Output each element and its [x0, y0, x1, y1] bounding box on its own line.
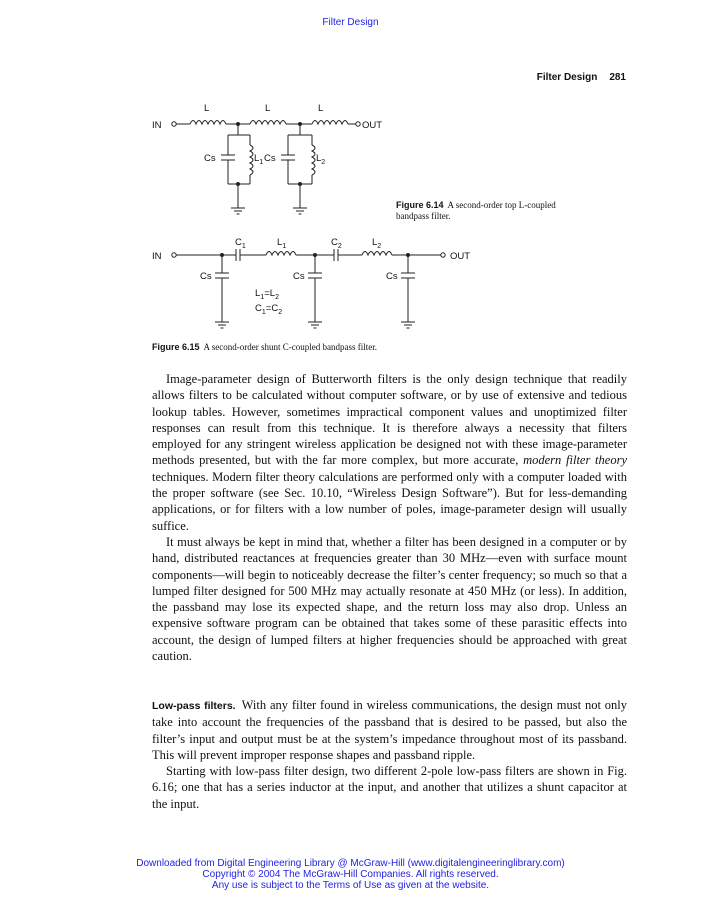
footer-line-3[interactable]: Any use is subject to the Terms of Use as given at the website.	[211, 880, 490, 891]
fig614-output-terminal	[356, 122, 360, 126]
fig615-series-inductor-1	[266, 252, 296, 256]
fig614-series-inductor-3	[312, 121, 348, 125]
figure-6-14-caption-text: A second-order top L-coupled bandpass filter.	[396, 200, 556, 221]
fig615-cs-label-3: Cs	[386, 271, 398, 282]
paragraph-2: It must always be kept in mind that, whether a filter has been designed in a computer or by hand, distributed reactances at frequencies greater than 30 MHz—even with surface mount components—will begin to noticeably decrease the filter’s center frequency; so much so that a lumped filter designed for 500 MHz may actually resonate at 450 MHz (or less). In addition, the passband may lose its expected shape, and the return loss may also drop. Unless an expensive software program can be obtained that takes some of these parasitic effects into account, the design of lumped filters at higher frequencies should be approached with great caution.	[152, 534, 627, 664]
fig614-out-label: OUT	[362, 120, 383, 131]
emphasis-modern-filter-theory: modern filter theory	[523, 453, 627, 468]
running-title: Filter Design	[536, 72, 598, 83]
figure-6-15-caption	[152, 342, 572, 353]
footer-line-2[interactable]: Copyright © 2004 The McGraw-Hill Companies. All rights reserved.	[202, 869, 499, 880]
fig615-c2-label: $C_2$	[331, 237, 342, 250]
fig614-l2-label: $L_2$	[316, 153, 326, 166]
body-text-main	[152, 371, 627, 664]
fig615-in-label: IN	[152, 251, 162, 262]
fig614-input-terminal	[172, 122, 176, 126]
fig615-series-inductor-2	[362, 252, 392, 256]
fig614-shunt-inductor-2	[312, 145, 315, 175]
fig615-l2-label: $L_2$	[372, 237, 382, 250]
paragraph-4: Starting with low-pass filter design, two different 2-pole low-pass filters are shown in Fig. 6.16; one that has a series inductor at the input, and another that utilizes a shunt capacitor at the input.	[152, 764, 627, 811]
fig614-series-inductor-2	[250, 121, 286, 125]
page-number: 281	[609, 72, 626, 83]
fig615-equation-l: $L_1=L_2$	[255, 288, 279, 301]
figure-6-15-diagram	[152, 237, 470, 328]
figure-6-15-caption-text: A second-order shunt C-coupled bandpass filter.	[203, 342, 377, 352]
circuit-diagrams	[0, 0, 701, 345]
fig615-l1-label: $L_1$	[277, 237, 287, 250]
body-text-low-pass	[152, 697, 627, 812]
fig615-cs-label-2: Cs	[293, 271, 305, 282]
top-link[interactable]: Filter Design	[322, 17, 379, 28]
figure-6-14-diagram	[152, 103, 382, 214]
paragraph-1: Image-parameter design of Butterworth filters is the only design technique that readily allows filters to be calculated without computer software, or by use of extensive and tedious lookup tables. However, sometimes impractical component values and unoptimized filter responses can result from this technique. It is therefore always a necessity that filters employed for any stringent wireless application be designed not with these image-parameter methods presented, but with the far more complex, but more accurate, modern filter theory techniques. Modern filter theory calculations are performed only with a computer loaded with the proper software (see Sec. 10.10, “Wireless Design Software”). But for less-demanding applications, or for filters with a low number of poles, image-parameter design will usually suffice.	[152, 372, 627, 533]
footer	[0, 858, 701, 891]
fig614-series-inductor-1	[190, 121, 226, 125]
fig614-shunt-inductor-1	[250, 145, 253, 175]
fig614-in-label: IN	[152, 120, 162, 131]
fig615-output-terminal	[441, 253, 445, 257]
fig614-l1-label: $L_1$	[254, 153, 264, 166]
fig614-l-label-1: L	[204, 103, 210, 114]
fig615-input-terminal	[172, 253, 176, 257]
fig615-equation-c: $C_1=C_2$	[255, 303, 283, 316]
paragraph-3: Low-pass filters. With any filter found in wireless communications, the design must not only take into account the frequencies of the passband that is desired to be passed, but also the filter’s input and output must be at the system’s impedance throughout most of its passband. This will prevent improper response shapes and passband ripple.	[152, 698, 628, 762]
figure-6-14-caption	[396, 200, 566, 222]
fig614-l-label-2: L	[265, 103, 271, 114]
figure-6-14-label: Figure 6.14	[396, 200, 444, 210]
figure-6-15-label: Figure 6.15	[152, 342, 200, 352]
fig615-cs-label-1: Cs	[200, 271, 212, 282]
section-heading: Low-pass filters.	[152, 700, 236, 712]
fig615-c1-label: $C_1$	[235, 237, 246, 250]
fig615-out-label: OUT	[450, 251, 471, 262]
fig614-cs-label-1: Cs	[204, 153, 216, 164]
fig614-l-label-3: L	[318, 103, 324, 114]
footer-line-1[interactable]: Downloaded from Digital Engineering Library @ McGraw-Hill (www.digitalengineeringlibrary.com)	[136, 858, 565, 869]
fig614-cs-label-2: Cs	[264, 153, 276, 164]
